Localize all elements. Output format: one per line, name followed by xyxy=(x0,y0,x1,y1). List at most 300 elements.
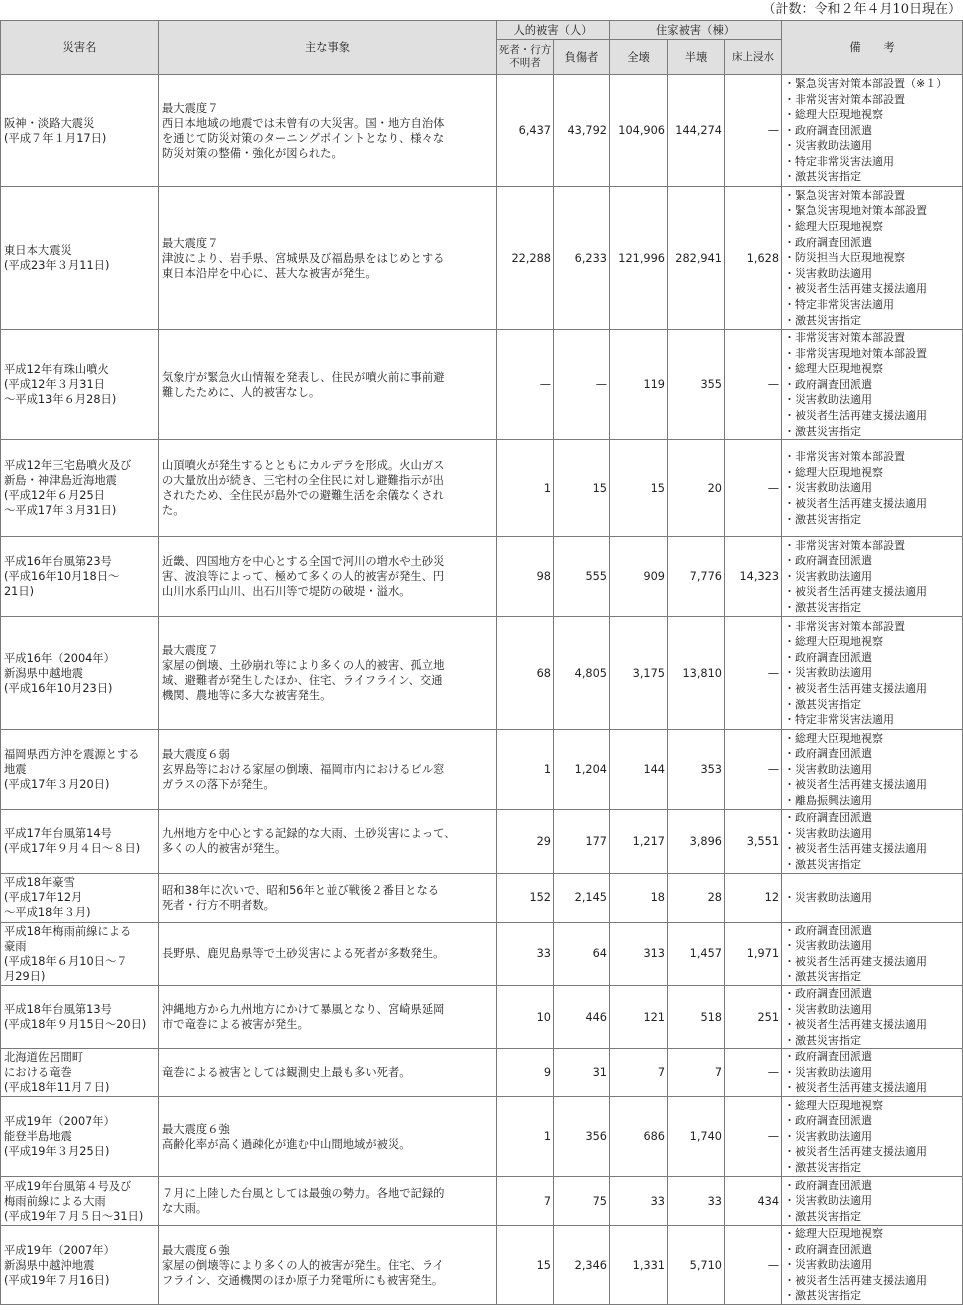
event-description-line: 防災対策の整備・強化が図られた。 xyxy=(162,146,343,160)
remark-item: ・災害救助法適用 xyxy=(784,1065,873,1079)
header-house-damage: 住家被害（棟） xyxy=(610,21,782,40)
header-fully-destroyed: 全壊 xyxy=(610,40,668,75)
remark-item: ・総理大臣現地視察 xyxy=(784,465,884,479)
disaster-name-cell xyxy=(1,810,159,873)
remarks-cell xyxy=(782,730,963,810)
remark-item: ・災害救助法適用 xyxy=(784,1194,873,1208)
remark-item: ・激甚災害指定 xyxy=(784,697,862,711)
event-description-line: 機関、農地等に多大な被害発生。 xyxy=(162,689,332,703)
disaster-name-line: 平成19年（2007年） xyxy=(4,1115,115,1129)
disaster-name-line: 梅雨前線による大雨 xyxy=(4,1194,106,1208)
remark-item: ・被災者生活再建支援法適用 xyxy=(784,954,928,968)
event-description-line: 気象庁が緊急火山情報を発表し、住民が噴火前に事前避 xyxy=(162,370,445,384)
remark-item: ・政府調査団派遣 xyxy=(784,1050,873,1064)
event-description-line: 沖縄地方から九州地方にかけて暴風となり、宮崎県延岡 xyxy=(162,1003,445,1017)
remark-item: ・災害救助法適用 xyxy=(784,481,873,495)
disaster-name-line: 平成19年台風第４号及び xyxy=(4,1179,132,1193)
event-description-line: フライン、交通機関のほか原子力発電所にも被害発生。 xyxy=(162,1273,444,1287)
above-floor-flooding-count: — xyxy=(725,75,782,187)
event-description-line: 竜巻による被害としては観測史上最も多い死者。 xyxy=(162,1066,411,1080)
injured-count: 1,204 xyxy=(554,730,610,810)
table-row xyxy=(1,75,963,187)
remark-item: ・政府調査団派遣 xyxy=(784,123,873,137)
above-floor-flooding-count: 434 xyxy=(725,1177,782,1226)
half-destroyed-count: 1,457 xyxy=(668,922,725,985)
injured-count: 356 xyxy=(554,1097,610,1177)
remark-item: ・政府調査団派遣 xyxy=(784,650,873,664)
fully-destroyed-count: 144 xyxy=(610,730,668,810)
fully-destroyed-count: 33 xyxy=(610,1177,668,1226)
injured-count: 31 xyxy=(554,1049,610,1097)
remark-item: ・総理大臣現地視察 xyxy=(784,220,884,234)
remarks-cell xyxy=(782,810,963,873)
fully-destroyed-count: 121 xyxy=(610,985,668,1048)
fully-destroyed-count: 121,996 xyxy=(610,187,668,330)
disaster-name-line: (平成16年10月23日) xyxy=(4,681,113,695)
event-description-line: 最大震度６強 xyxy=(162,1243,230,1257)
dead-missing-count: 29 xyxy=(497,810,554,873)
remarks-cell xyxy=(782,1049,963,1097)
remarks-cell xyxy=(782,330,963,440)
event-description-cell xyxy=(159,1226,497,1305)
dead-missing-count: 68 xyxy=(497,617,554,730)
event-description-line: 長野県、鹿児島県等で土砂災害による死者が多数発生。 xyxy=(162,947,445,961)
remark-item: ・被災者生活再建支援法適用 xyxy=(784,1273,928,1287)
injured-count: 555 xyxy=(554,537,610,617)
remark-item: ・被災者生活再建支援法適用 xyxy=(784,585,928,599)
above-floor-flooding-count: — xyxy=(725,440,782,537)
disaster-name-cell xyxy=(1,730,159,810)
dead-missing-count: 7 xyxy=(497,1177,554,1226)
disaster-name-cell xyxy=(1,1177,159,1226)
remark-item: ・激甚災害指定 xyxy=(784,601,862,615)
disaster-name-line: (平成16年10月18日～ xyxy=(4,570,120,584)
remark-item: ・政府調査団派遣 xyxy=(784,923,873,937)
fully-destroyed-count: 3,175 xyxy=(610,617,668,730)
disaster-name-line: 阪神・淡路大震災 xyxy=(4,116,95,130)
dead-missing-count: 15 xyxy=(497,1226,554,1305)
remark-item: ・政府調査団派遣 xyxy=(784,554,873,568)
disaster-name-line: (平成12年３月31日 xyxy=(4,378,105,392)
disaster-name-line: ～平成18年３月) xyxy=(4,906,91,920)
disaster-name-line: 平成18年豪雪 xyxy=(4,876,75,890)
event-description-line: 難したために、人的被害なし。 xyxy=(162,385,321,399)
event-description-cell xyxy=(159,537,497,617)
half-destroyed-count: 7 xyxy=(668,1049,725,1097)
half-destroyed-count: 28 xyxy=(668,873,725,922)
remark-item: ・政府調査団派遣 xyxy=(784,1242,873,1256)
header-event: 主な事象 xyxy=(159,21,497,75)
fully-destroyed-count: 18 xyxy=(610,873,668,922)
remark-item: ・激甚災害指定 xyxy=(784,857,862,871)
header-name: 災害名 xyxy=(1,21,159,75)
above-floor-flooding-count: 251 xyxy=(725,985,782,1048)
injured-count: 15 xyxy=(554,440,610,537)
dead-missing-count: 6,437 xyxy=(497,75,554,187)
event-description-cell xyxy=(159,1177,497,1226)
half-destroyed-count: 355 xyxy=(668,330,725,440)
half-destroyed-count: 353 xyxy=(668,730,725,810)
disaster-name-line: (平成19年７月５日～31日) xyxy=(4,1209,144,1223)
disaster-name-line: 平成16年（2004年） xyxy=(4,651,115,665)
disaster-name-line: 福岡県西方沖を震源とする xyxy=(4,748,140,762)
above-floor-flooding-count: — xyxy=(725,1049,782,1097)
event-description-line: 高齢化率が高く過疎化が進む中山間地域が被災。 xyxy=(162,1137,411,1151)
disaster-name-cell xyxy=(1,922,159,985)
remarks-cell xyxy=(782,1177,963,1226)
remark-item: ・災害救助法適用 xyxy=(784,1002,873,1016)
remarks-cell xyxy=(782,873,963,922)
event-description-line: 山川水系円山川、出石川等で堤防の破堤・溢水。 xyxy=(162,585,411,599)
remark-item: ・激甚災害指定 xyxy=(784,1209,862,1223)
remark-item: ・災害救助法適用 xyxy=(784,826,873,840)
event-description-line: 東日本沿岸を中心に、甚大な被害が発生。 xyxy=(162,266,377,280)
remark-item: ・政府調査団派遣 xyxy=(784,811,873,825)
fully-destroyed-count: 7 xyxy=(610,1049,668,1097)
table-row xyxy=(1,873,963,922)
event-description-line: の大量放出が続き、三宅村の全住民に対し避難指示が出 xyxy=(162,474,444,488)
disaster-name-line: (平成18年９月15日～20日) xyxy=(4,1018,147,1032)
disaster-name-cell xyxy=(1,985,159,1048)
table-row xyxy=(1,1049,963,1097)
event-description-line: 昭和38年に次いで、昭和56年と並び戦後２番目となる xyxy=(162,883,440,897)
event-description-cell xyxy=(159,1097,497,1177)
event-description-cell xyxy=(159,922,497,985)
disaster-name-cell xyxy=(1,187,159,330)
remark-item: ・災害救助法適用 xyxy=(784,939,873,953)
event-description-line: 玄界島等における家屋の倒壊、福岡市内におけるビル窓 xyxy=(162,763,445,777)
disaster-name-line: (平成12年６月25日 xyxy=(4,489,105,503)
dead-missing-count: 1 xyxy=(497,730,554,810)
half-destroyed-count: 5,710 xyxy=(668,1226,725,1305)
disaster-name-line: (平成７年１月17日) xyxy=(4,131,107,145)
disaster-name-line: 平成19年（2007年） xyxy=(4,1243,115,1257)
fully-destroyed-count: 15 xyxy=(610,440,668,537)
disaster-name-cell xyxy=(1,1226,159,1305)
remark-item: ・緊急災害現地対策本部設置 xyxy=(784,204,928,218)
remark-item: ・総理大臣現地視察 xyxy=(784,731,884,745)
event-description-line: な大雨。 xyxy=(162,1202,208,1216)
event-description-line: た。 xyxy=(162,504,185,518)
remark-item: ・非常災害現地対策本部設置 xyxy=(784,346,928,360)
remark-item: ・特定非常災害法適用 xyxy=(784,154,895,168)
above-floor-flooding-count: — xyxy=(725,1097,782,1177)
remark-item: ・政府調査団派遣 xyxy=(784,986,873,1000)
table-row xyxy=(1,537,963,617)
dead-missing-count: 22,288 xyxy=(497,187,554,330)
remark-item: ・政府調査団派遣 xyxy=(784,1178,873,1192)
disaster-name-line: における竜巻 xyxy=(4,1066,72,1080)
above-floor-flooding-count: — xyxy=(725,1226,782,1305)
disaster-name-line: 豪雨 xyxy=(4,939,27,953)
disaster-name-line: (平成23年３月11日) xyxy=(4,259,110,272)
half-destroyed-count: 282,941 xyxy=(668,187,725,330)
event-description-line: 津波により、岩手県、宮城県及び福島県をはじめとする xyxy=(162,251,445,265)
remark-item: ・激甚災害指定 xyxy=(784,1033,862,1047)
remark-item: ・被災者生活再建支援法適用 xyxy=(784,282,928,296)
remark-item: ・非常災害対策本部設置 xyxy=(784,331,906,344)
remarks-cell xyxy=(782,187,963,330)
remark-item: ・総理大臣現地視察 xyxy=(784,635,884,649)
remark-item: ・激甚災害指定 xyxy=(784,970,862,984)
disaster-name-line: 地震 xyxy=(4,763,27,777)
event-description-line: されたため、全住民が島外での避難生活を余儀なくされ xyxy=(162,489,444,503)
event-description-line: 九州地方を中心とする記録的な大雨、土砂災害によって、 xyxy=(162,827,456,841)
event-description-line: 害、波浪等によって、極めて多くの人的被害が発生、円 xyxy=(162,570,445,584)
fully-destroyed-count: 104,906 xyxy=(610,75,668,187)
event-description-line: 最大震度７ xyxy=(162,101,219,115)
disaster-name-line: (平成18年11月７日) xyxy=(4,1081,110,1095)
remark-item: ・激甚災害指定 xyxy=(784,170,862,184)
remark-item: ・総理大臣現地視察 xyxy=(784,362,884,376)
remark-item: ・激甚災害指定 xyxy=(784,313,862,327)
remarks-cell xyxy=(782,617,963,730)
remark-item: ・災害救助法適用 xyxy=(784,890,873,904)
remark-item: ・特定非常災害法適用 xyxy=(784,713,895,727)
disaster-name-line: 平成17年台風第14号 xyxy=(4,827,112,841)
remark-item: ・災害救助法適用 xyxy=(784,139,873,153)
injured-count: 446 xyxy=(554,985,610,1048)
remark-item: ・災害救助法適用 xyxy=(784,1258,873,1272)
table-row xyxy=(1,330,963,440)
disaster-name-line: (平成18年６月10日～７ xyxy=(4,954,128,968)
injured-count: 43,792 xyxy=(554,75,610,187)
remarks-cell xyxy=(782,75,963,187)
event-description-line: 最大震度６弱 xyxy=(162,748,230,762)
injured-count: 2,346 xyxy=(554,1226,610,1305)
disaster-name-cell xyxy=(1,617,159,730)
remark-item: ・被災者生活再建支援法適用 xyxy=(784,681,928,695)
table-row xyxy=(1,617,963,730)
remark-item: ・被災者生活再建支援法適用 xyxy=(784,842,928,856)
remark-item: ・特定非常災害法適用 xyxy=(784,297,895,311)
disaster-name-line: 北海道佐呂間町 xyxy=(4,1051,84,1065)
event-description-line: 家屋の倒壊、土砂崩れ等により多くの人的被害、孤立地 xyxy=(162,659,445,673)
half-destroyed-count: 13,810 xyxy=(668,617,725,730)
event-description-cell xyxy=(159,440,497,537)
disaster-name-cell xyxy=(1,537,159,617)
dead-missing-count: 10 xyxy=(497,985,554,1048)
half-destroyed-count: 20 xyxy=(668,440,725,537)
above-floor-flooding-count: — xyxy=(725,617,782,730)
remark-item: ・総理大臣現地視察 xyxy=(784,108,884,122)
disaster-name-line: 21日) xyxy=(4,585,35,599)
dead-missing-count: 9 xyxy=(497,1049,554,1097)
table-row xyxy=(1,1226,963,1305)
event-description-line: 西日本地域の地震では未曾有の大災害。国・地方自治体 xyxy=(162,116,445,130)
injured-count: 75 xyxy=(554,1177,610,1226)
above-floor-flooding-count: 1,628 xyxy=(725,187,782,330)
disaster-name-line: (平成17年３月20日) xyxy=(4,778,110,792)
disaster-name-cell xyxy=(1,873,159,922)
disaster-name-line: (平成17年９月４日～８日) xyxy=(4,842,141,856)
disaster-name-cell xyxy=(1,440,159,537)
event-description-cell xyxy=(159,810,497,873)
table-row xyxy=(1,730,963,810)
event-description-line: 山頂噴火が発生するとともにカルデラを形成。火山ガス xyxy=(162,459,445,473)
disaster-name-line: 東日本大震災 xyxy=(4,244,72,257)
fully-destroyed-count: 1,217 xyxy=(610,810,668,873)
disaster-name-line: 平成12年有珠山噴火 xyxy=(4,363,109,377)
remark-item: ・災害救助法適用 xyxy=(784,266,873,280)
table-row xyxy=(1,440,963,537)
remark-item: ・政府調査団派遣 xyxy=(784,1114,873,1128)
remark-item: ・政府調査団派遣 xyxy=(784,747,873,761)
remark-item: ・非常災害対策本部設置 xyxy=(784,92,906,106)
half-destroyed-count: 3,896 xyxy=(668,810,725,873)
remark-item: ・非常災害対策本部設置 xyxy=(784,450,906,464)
disaster-name-cell xyxy=(1,330,159,440)
as-of-note: （計数：令和２年４月10日現在） xyxy=(762,2,961,17)
event-description-line: 最大震度６強 xyxy=(162,1122,230,1136)
event-description-line: を通じて防災対策のターニングポイントとなり、様々な xyxy=(162,131,445,145)
remark-item: ・被災者生活再建支援法適用 xyxy=(784,408,928,422)
disaster-name-line: 平成18年梅雨前線による xyxy=(4,924,132,938)
event-description-cell xyxy=(159,187,497,330)
remark-item: ・防災担当大臣現地視察 xyxy=(784,251,906,265)
remark-item: ・緊急災害対策本部設置（※１） xyxy=(784,76,948,90)
above-floor-flooding-count: — xyxy=(725,330,782,440)
remark-item: ・激甚災害指定 xyxy=(784,424,862,438)
event-description-cell xyxy=(159,617,497,730)
remark-item: ・非常災害対策本部設置 xyxy=(784,538,906,552)
dead-missing-count: 152 xyxy=(497,873,554,922)
half-destroyed-count: 1,740 xyxy=(668,1097,725,1177)
remarks-cell xyxy=(782,1097,963,1177)
remark-item: ・被災者生活再建支援法適用 xyxy=(784,1018,928,1032)
disaster-name-line: 平成18年台風第13号 xyxy=(4,1003,112,1017)
remarks-cell xyxy=(782,537,963,617)
event-description-line: 家屋の倒壊等により多くの人的被害が発生。住宅、ライ xyxy=(162,1258,445,1272)
remark-item: ・被災者生活再建支援法適用 xyxy=(784,778,928,792)
disaster-name-line: (平成19年３月25日) xyxy=(4,1145,110,1159)
dead-missing-count: 1 xyxy=(497,1097,554,1177)
header-dead-missing: 死者・行方不明者 xyxy=(497,40,554,75)
dead-missing-count: — xyxy=(497,330,554,440)
remark-item: ・災害救助法適用 xyxy=(784,1129,873,1143)
disaster-table xyxy=(0,20,963,1305)
event-description-line: ガラスの落下が発生。 xyxy=(162,778,275,792)
remark-item: ・災害救助法適用 xyxy=(784,393,873,407)
remark-item: ・災害救助法適用 xyxy=(784,762,873,776)
fully-destroyed-count: 1,331 xyxy=(610,1226,668,1305)
remark-item: ・総理大臣現地視察 xyxy=(784,1227,884,1241)
disaster-name-line: 月29日) xyxy=(4,969,46,983)
table-body xyxy=(1,75,963,1305)
header-human-damage: 人的被害（人） xyxy=(497,21,610,40)
remark-item: ・緊急災害対策本部設置 xyxy=(784,188,906,202)
disaster-name-line: (平成19年７月16日) xyxy=(4,1273,110,1287)
disaster-name-line: (平成17年12月 xyxy=(4,891,83,905)
injured-count: 4,805 xyxy=(554,617,610,730)
disaster-name-cell xyxy=(1,75,159,187)
dead-missing-count: 33 xyxy=(497,922,554,985)
disaster-name-cell xyxy=(1,1049,159,1097)
table-row xyxy=(1,187,963,330)
above-floor-flooding-count: — xyxy=(725,730,782,810)
header-half-destroyed: 半壊 xyxy=(668,40,725,75)
remark-item: ・非常災害対策本部設置 xyxy=(784,619,906,633)
event-description-cell xyxy=(159,730,497,810)
disaster-name-line: 新潟県中越沖地震 xyxy=(4,1258,95,1272)
half-destroyed-count: 518 xyxy=(668,985,725,1048)
fully-destroyed-count: 313 xyxy=(610,922,668,985)
remark-item: ・総理大臣現地視察 xyxy=(784,1098,884,1112)
event-description-line: 死者・行方不明者数。 xyxy=(162,898,275,912)
event-description-line: 市で竜巻による被害が発生。 xyxy=(162,1018,309,1032)
event-description-cell xyxy=(159,330,497,440)
above-floor-flooding-count: 14,323 xyxy=(725,537,782,617)
disaster-name-line: ～平成17年３月31日) xyxy=(4,504,117,518)
half-destroyed-count: 7,776 xyxy=(668,537,725,617)
header-remarks: 備 考 xyxy=(782,21,963,75)
remark-item: ・離島振興法適用 xyxy=(784,794,873,808)
header-injured: 負傷者 xyxy=(554,40,610,75)
remarks-cell xyxy=(782,922,963,985)
disaster-name-line: 新潟県中越地震 xyxy=(4,666,84,680)
event-description-cell xyxy=(159,1049,497,1097)
remark-item: ・被災者生活再建支援法適用 xyxy=(784,1145,928,1159)
event-description-line: 多くの人的被害が発生。 xyxy=(162,842,287,856)
table-row xyxy=(1,922,963,985)
half-destroyed-count: 144,274 xyxy=(668,75,725,187)
above-floor-flooding-count: 12 xyxy=(725,873,782,922)
event-description-line: 域、避難者が発生したほか、住宅、ライフライン、交通 xyxy=(162,674,443,688)
remark-item: ・政府調査団派遣 xyxy=(784,377,873,391)
remarks-cell xyxy=(782,440,963,537)
remark-item: ・被災者生活再建支援法適用 xyxy=(784,496,928,510)
fully-destroyed-count: 686 xyxy=(610,1097,668,1177)
disaster-name-line: 平成16年台風第23号 xyxy=(4,555,112,569)
injured-count: — xyxy=(554,330,610,440)
header-above-floor-flooding: 床上浸水 xyxy=(725,40,782,75)
injured-count: 64 xyxy=(554,922,610,985)
half-destroyed-count: 33 xyxy=(668,1177,725,1226)
dead-missing-count: 1 xyxy=(497,440,554,537)
disaster-name-cell xyxy=(1,1097,159,1177)
injured-count: 6,233 xyxy=(554,187,610,330)
event-description-line: 最大震度７ xyxy=(162,236,219,250)
above-floor-flooding-count: 1,971 xyxy=(725,922,782,985)
dead-missing-count: 98 xyxy=(497,537,554,617)
remarks-cell xyxy=(782,1226,963,1305)
remark-item: ・激甚災害指定 xyxy=(784,1160,862,1174)
disaster-name-line: 能登半島地震 xyxy=(4,1130,72,1144)
table-row xyxy=(1,1177,963,1226)
remark-item: ・災害救助法適用 xyxy=(784,666,873,680)
disaster-name-line: ～平成13年６月28日) xyxy=(4,393,117,407)
table-row xyxy=(1,1097,963,1177)
remark-item: ・政府調査団派遣 xyxy=(784,235,873,249)
event-description-line: 近畿、四国地方を中心とする全国で河川の増水や土砂災 xyxy=(162,555,445,569)
remark-item: ・災害救助法適用 xyxy=(784,569,873,583)
remark-item: ・激甚災害指定 xyxy=(784,512,862,526)
event-description-cell xyxy=(159,873,497,922)
table-row xyxy=(1,985,963,1048)
disaster-name-line: 新島・神津島近海地震 xyxy=(4,474,117,488)
remark-item: ・激甚災害指定 xyxy=(784,1289,862,1303)
event-description-line: 最大震度７ xyxy=(162,644,219,658)
injured-count: 177 xyxy=(554,810,610,873)
table-row xyxy=(1,810,963,873)
event-description-cell xyxy=(159,75,497,187)
remarks-cell xyxy=(782,985,963,1048)
remark-item: ・被災者生活再建支援法適用 xyxy=(784,1081,928,1095)
fully-destroyed-count: 909 xyxy=(610,537,668,617)
disaster-name-line: 平成12年三宅島噴火及び xyxy=(4,459,132,473)
event-description-line: ７月に上陸した台風としては最強の勢力。各地で記録的 xyxy=(162,1187,445,1201)
above-floor-flooding-count: 3,551 xyxy=(725,810,782,873)
